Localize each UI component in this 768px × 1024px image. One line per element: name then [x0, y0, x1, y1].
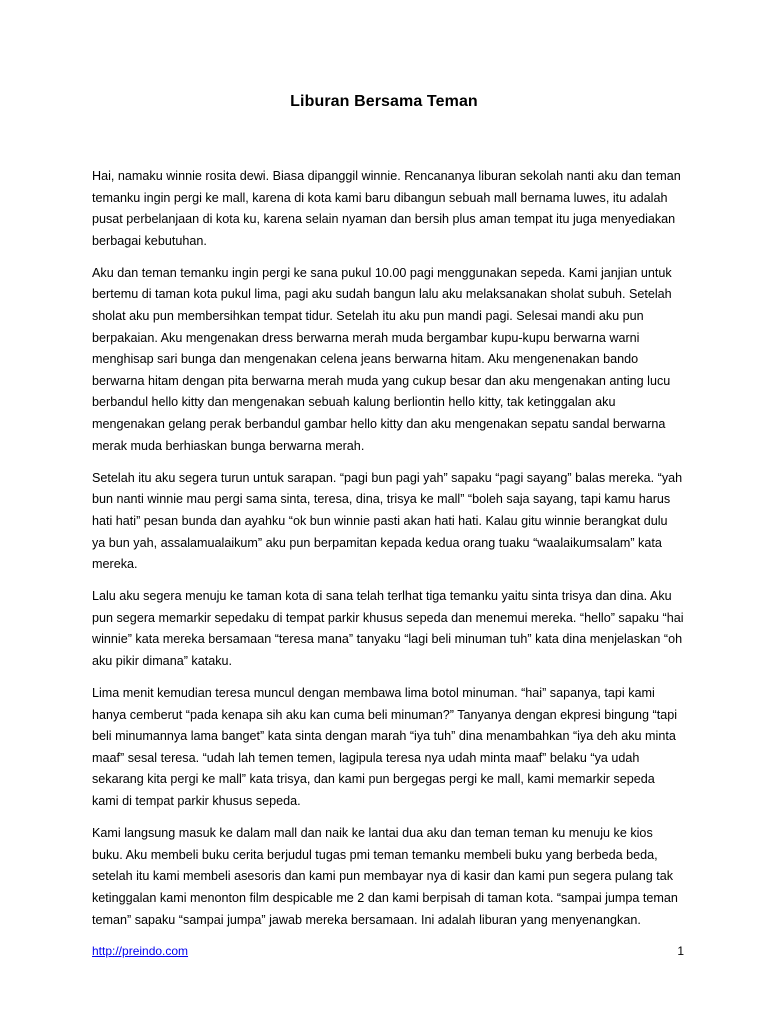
footer-link[interactable]: http://preindo.com — [92, 944, 189, 958]
paragraph-1: Hai, namaku winnie rosita dewi. Biasa dipanggil winnie. Rencananya liburan sekolah nanti aku dan teman temanku ingin pergi ke mall, karena di kota kami baru dibangun sebuah mall bernama luwes, itu adalah pusat perbelanjaan di kota ku, karena selain nyaman dan bersih plus aman tempat itu juga menyediakan berbagai kebutuhan. — [92, 169, 681, 248]
document-title: Liburan Bersama Teman — [290, 93, 478, 110]
document-body — [92, 166, 684, 942]
paragraph-6: Kami langsung masuk ke dalam mall dan naik ke lantai dua aku dan teman teman ku menuju ke kios buku. Aku membeli buku cerita berjudul tugas pmi teman temanku membeli buku yang berbeda beda, setelah itu kami membeli asesoris dan kami pun membayar nya di kasir dan kami pun segera pulang tak ketinggalan kami menonton film despicable me 2 dan kami berpisah di taman kota. “sampai jumpa teman teman” sapaku “sampai jumpa” jawab mereka bersamaan. Ini adalah liburan yang menyenangkan. — [92, 826, 678, 927]
paragraph-4: Lalu aku segera menuju ke taman kota di sana telah terlhat tiga temanku yaitu sinta trisya dan dina. Aku pun segera memarkir sepedaku di tempat parkir khusus sepeda dan menemui mereka. “hello” sapaku “hai winnie” kata mereka bersamaan “teresa mana” tanyaku “lagi beli minuman tuh” kata dina menjelaskan “oh aku pikir dimana” kataku. — [92, 589, 684, 668]
page-number: 1 — [677, 944, 684, 958]
paragraph-2: Aku dan teman temanku ingin pergi ke sana pukul 10.00 pagi menggunakan sepeda. Kami janjian untuk bertemu di taman kota pukul lima, pagi aku sudah bangun lalu aku melaksanakan sholat subuh. Setelah sholat aku pun membersihkan tempat tidur. Setelah itu aku pun mandi pagi. Selesai mandi aku pun berpakaian. Aku mengenakan dress berwarna merah muda bergambar kupu-kupu berwarna warni menghisap sari bunga dan mengenakan celena jeans berwarna hitam. Aku mengenenakan bando berwarna hitam dengan pita berwarna merah muda yang cukup besar dan aku mengenakan anting lucu berbandul hello kitty dan mengenakan sebuah kalung berliontin hello kitty, tak ketinggalan aku mengenakan gelang perak berbandul gambar hello kitty dan aku mengenakan sepatu sandal berwarna merak muda berhiaskan bunga berwarna merah. — [92, 265, 672, 453]
paragraph-5: Lima menit kemudian teresa muncul dengan membawa lima botol minuman. “hai” sapanya, tapi kami hanya cemberut “pada kenapa sih aku kan cuma beli minuman?” Tanyanya dengan ekpresi bingung “tapi beli minumannya lama banget” kata sinta dengan marah “iya tuh” dina menambahkan “iya deh aku minta maaf” sesal teresa. “udah lah temen temen, lagipula teresa nya udah minta maaf” belaku “ya udah sekarang kita pergi ke mall” kata trisya, dan kami pun bergegas pergi ke mall, kami memarkir sepeda kami di tempat parkir khusus sepeda. — [92, 686, 678, 809]
paragraph-3: Setelah itu aku segera turun untuk sarapan. “pagi bun pagi yah” sapaku “pagi sayang” balas mereka. “yah bun nanti winnie mau pergi sama sinta, teresa, dina, trisya ke mall” “boleh saja sayang, tapi kamu harus hati hati” pesan bunda dan ayahku “ok bun winnie pasti akan hati hati. Kalau gitu winnie berangkat dulu ya bun yah, assalamualaikum” aku pun berpamitan kepada kedua orang tuaku “waalaikumsalam” kata mereka. — [92, 470, 683, 572]
